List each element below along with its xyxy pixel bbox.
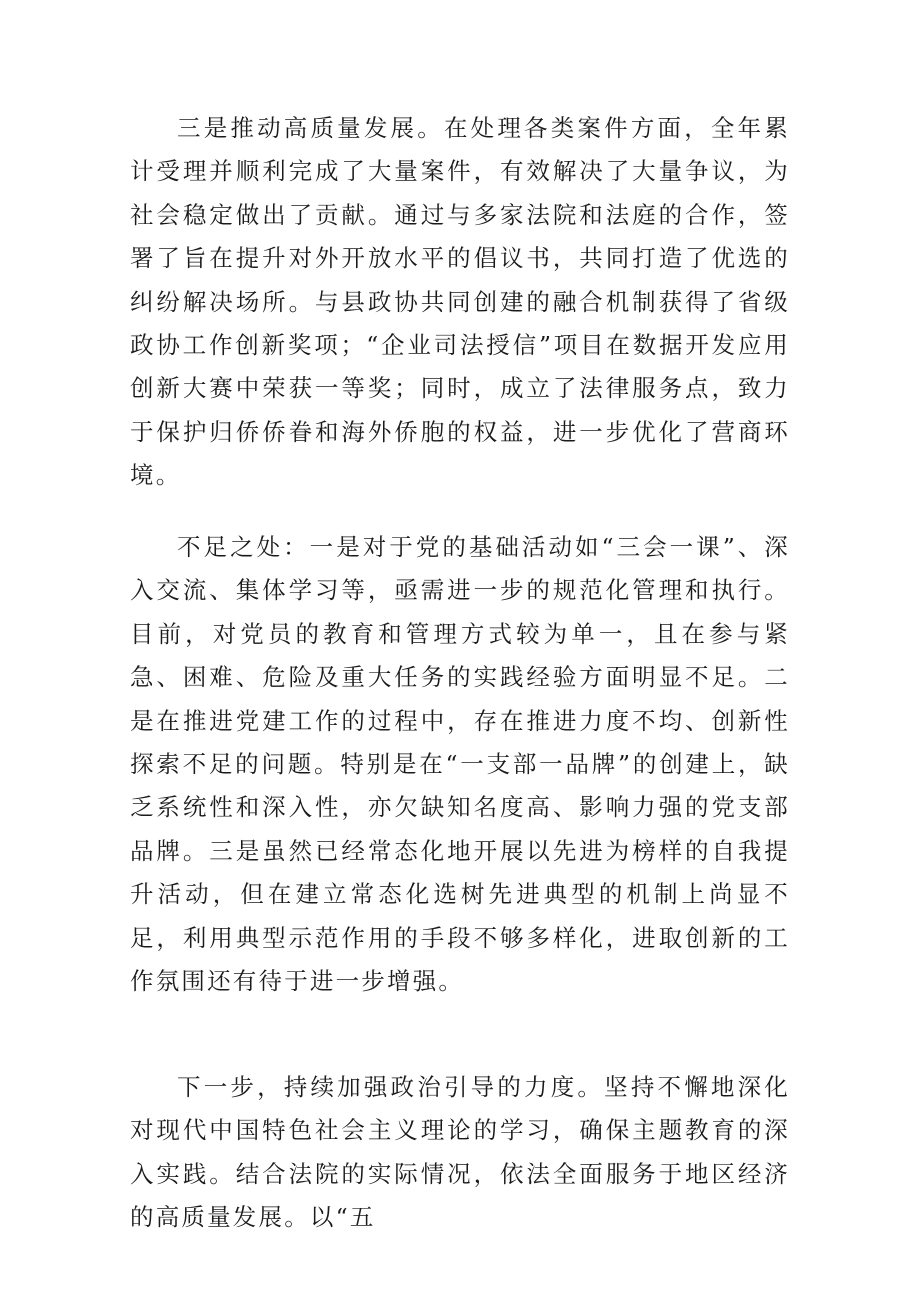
paragraph-development: 三是推动高质量发展。在处理各类案件方面，全年累计受理并顺利完成了大量案件，有效解决了大量争议，为社会稳定做出了贡献。通过与多家法院和法庭的合作，签署了旨在提升对外开放水平的倡议书，共同打造了优选的纠纷解决场所。与县政协共同创建的融合机制获得了省级政协工作创新奖项；“企业司法授信”项目在数据开发应用创新大赛中荣获一等奖；同时，成立了法律服务点，致力于保护归侨侨眷和海外侨胞的权益，进一步优化了营商环境。 [130,114,790,490]
paragraph-shortcomings: 不足之处：一是对于党的基础活动如“三会一课”、深入交流、集体学习等，亟需进一步的规范化管理和执行。目前，对党员的教育和管理方式较为单一，且在参与紧急、困难、危险及重大任务的实践经验方面明显不足。二是在推进党建工作的过程中，存在推进力度不均、创新性探索不足的问题。特别是在“一支部一品牌”的创建上，缺乏系统性和深入性，亦欠缺知名度高、影响力强的党支部品牌。三是虽然已经常态化地开展以先进为榜样的自我提升活动，但在建立常态化选树先进典型的机制上尚显不足，利用典型示范作用的手段不够多样化，进取创新的工作氛围还有待于进一步增强。 [130,533,790,996]
paragraph-next-steps: 下一步，持续加强政治引导的力度。坚持不懈地深化对现代中国特色社会主义理论的学习，确保主题教育的深入实践。结合法院的实际情况，依法全面服务于地区经济的高质量发展。以“五 [130,1073,790,1232]
